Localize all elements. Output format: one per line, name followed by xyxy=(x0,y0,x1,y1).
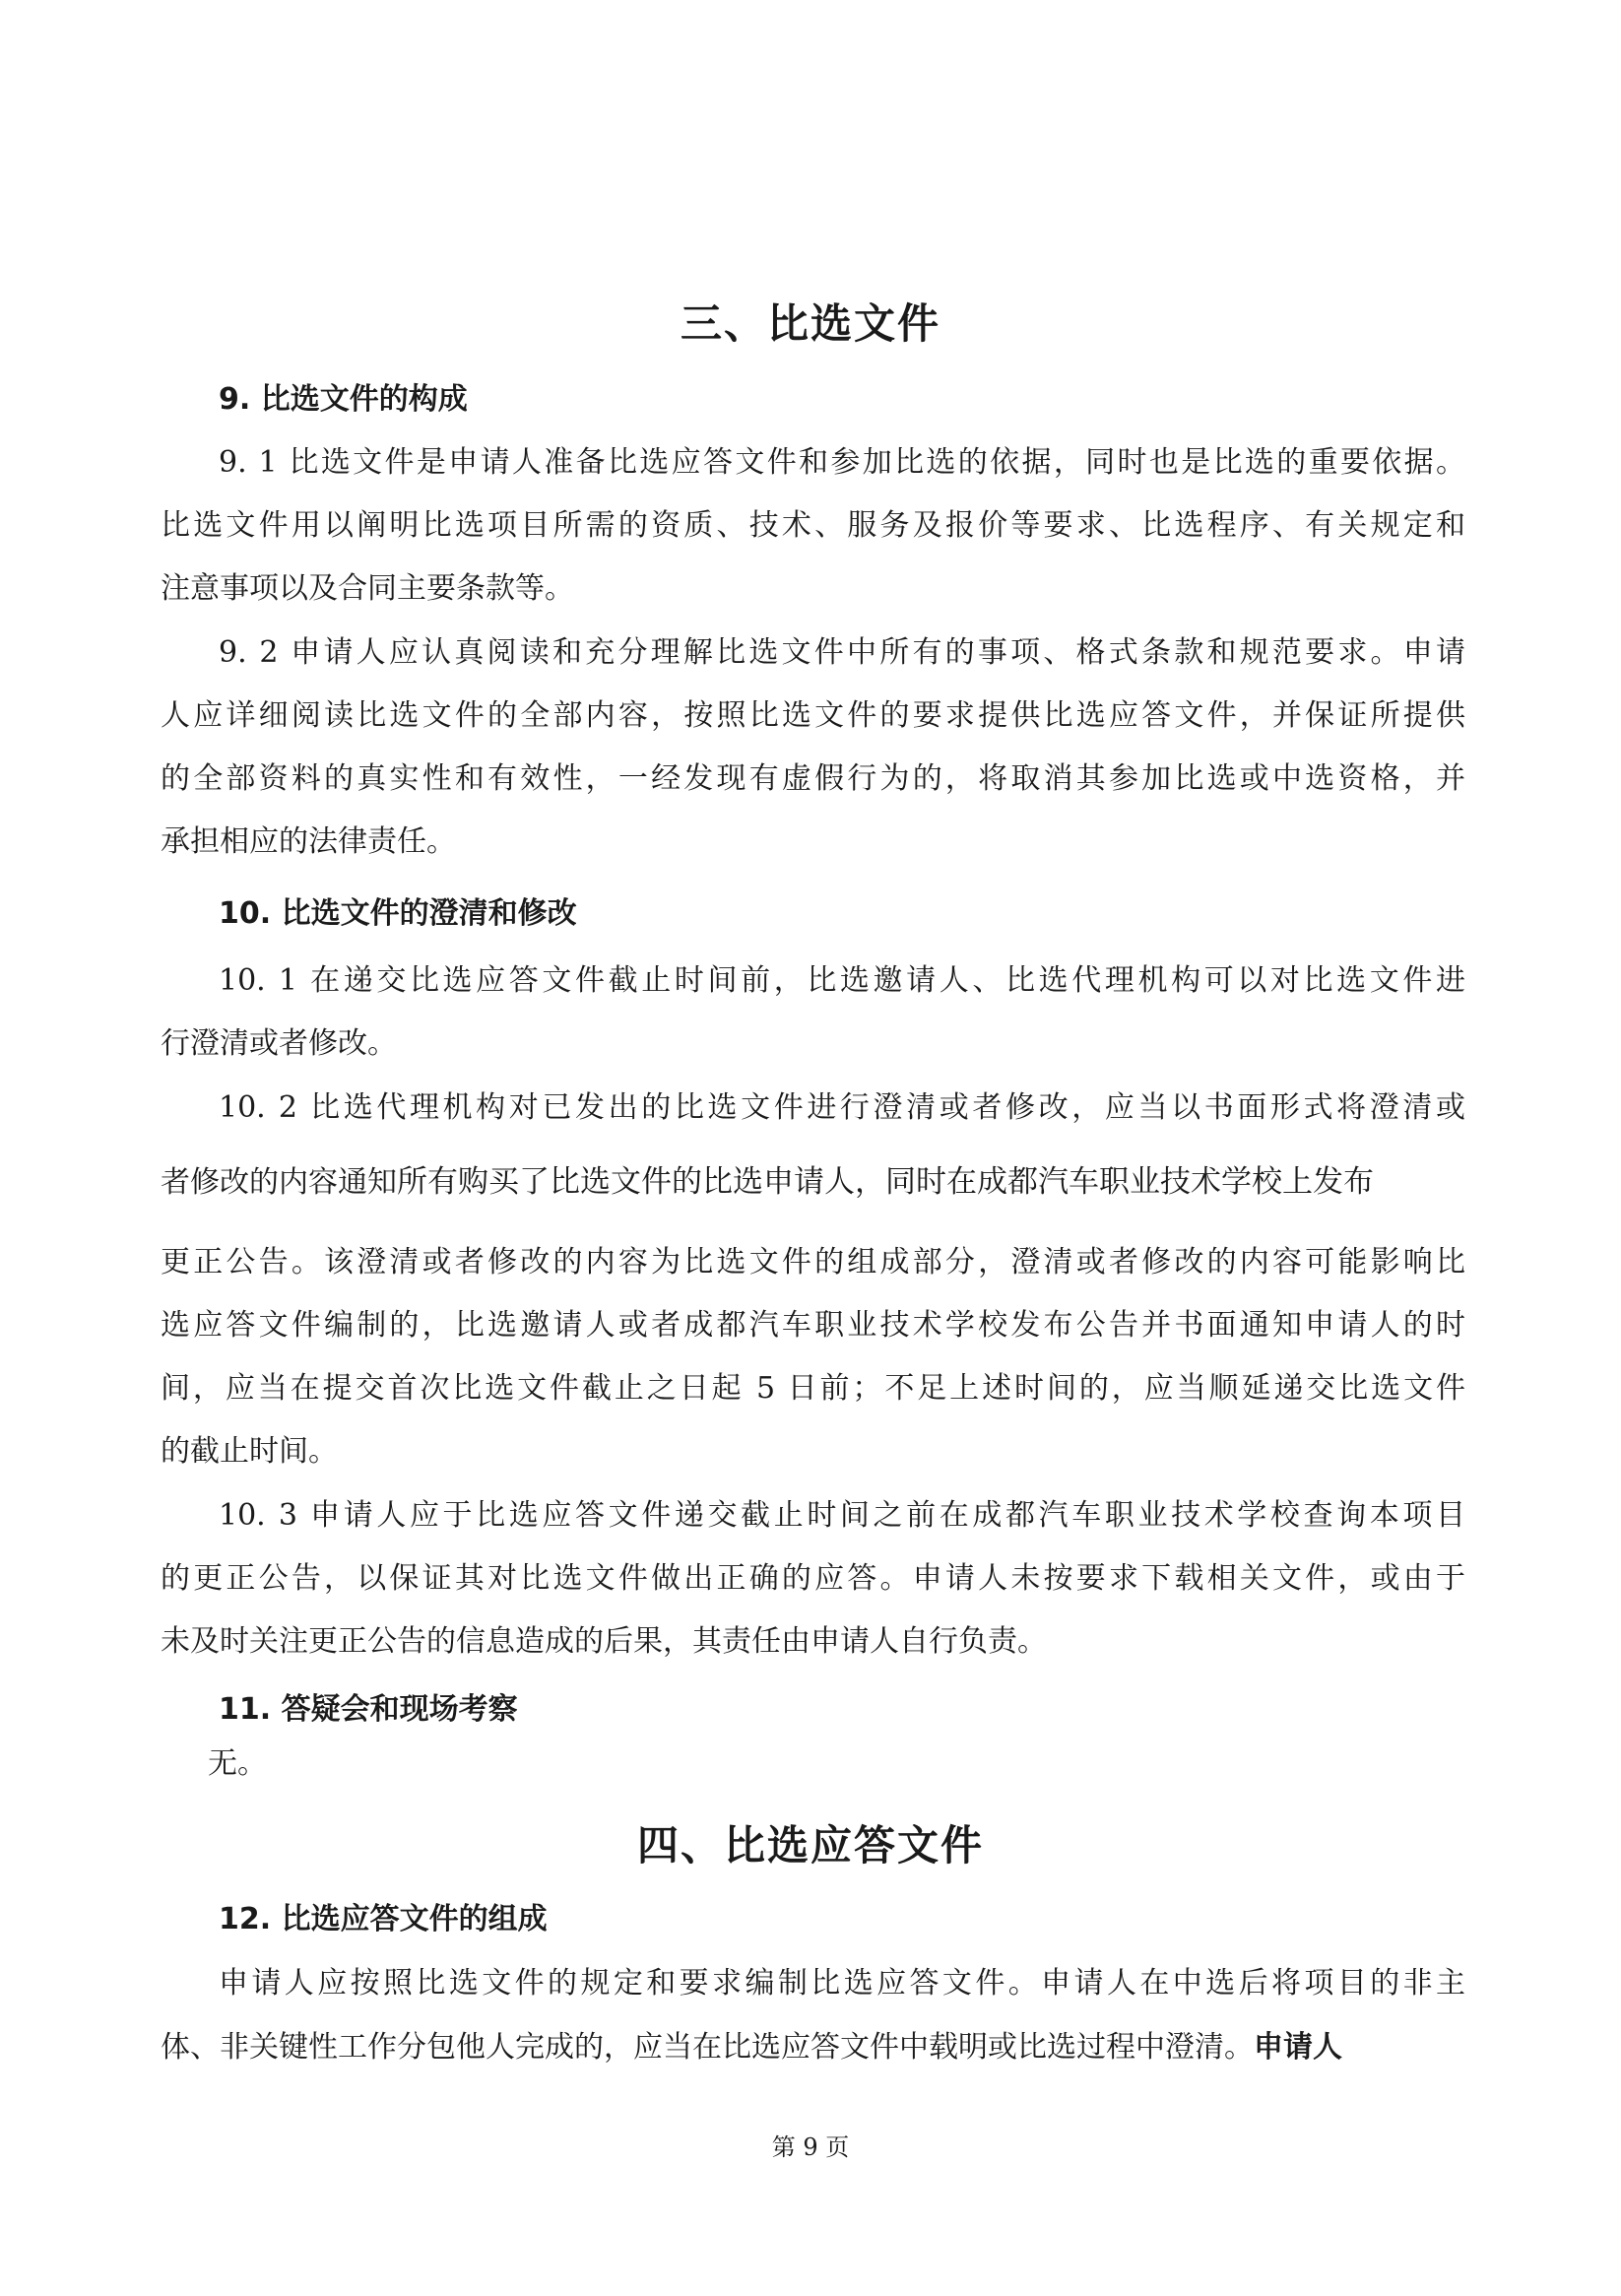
text-line-mixed xyxy=(161,1160,1465,1205)
page-number: 第 9 页 xyxy=(771,2133,850,2161)
text-line: 申请人应按照比选文件的规定和要求编制比选应答文件。申请人在中选后将项目的非主 xyxy=(219,1966,1465,2001)
text-line: 间，应当在提交首次比选文件截止之日起 5 日前；不足上述时间的，应当顺延递交比选文件 xyxy=(161,1371,1465,1406)
section-title-3: 三、比选文件 xyxy=(680,299,940,348)
heading-11: 11. 答疑会和现场考察 xyxy=(219,1692,518,1727)
heading-10: 10. 比选文件的澄清和修改 xyxy=(219,896,577,931)
text-line: 更正公告。该澄清或者修改的内容为比选文件的组成部分，澄清或者修改的内容可能影响比 xyxy=(161,1245,1465,1279)
text-line: 10. 1 在递交比选应答文件截止时间前，比选邀请人、比选代理机构可以对比选文件进 xyxy=(219,963,1465,998)
paragraph-11: 无。 xyxy=(208,1746,267,1781)
text-line: 未及时关注更正公告的信息造成的后果，其责任由申请人自行负责。 xyxy=(161,1624,1047,1659)
section-title-4: 四、比选应答文件 xyxy=(636,1821,984,1870)
heading-9: 9. 比选文件的构成 xyxy=(219,382,468,417)
text-run-bold: 申请人 xyxy=(1254,2030,1342,2065)
text-line: 人应详细阅读比选文件的全部内容，按照比选文件的要求提供比选应答文件，并保证所提供 xyxy=(161,698,1465,733)
text-line: 承担相应的法律责任。 xyxy=(161,824,456,859)
text-line: 9. 1 比选文件是申请人准备比选应答文件和参加比选的依据，同时也是比选的重要依据。 xyxy=(219,445,1465,480)
text-line: 注意事项以及合同主要条款等。 xyxy=(161,571,574,606)
text-line: 行澄清或者修改。 xyxy=(161,1026,397,1061)
text-line-mixed xyxy=(161,2026,1465,2069)
text-line: 比选文件用以阐明比选项目所需的资质、技术、服务及报价等要求、比选程序、有关规定和 xyxy=(161,508,1465,543)
text-line: 的截止时间。 xyxy=(161,1434,338,1469)
text-run-highlight: 所有购买了比选文件的比选申请人，同时在成都汽车职业技术学校上发布 xyxy=(397,1164,1374,1200)
text-run: 体、非关键性工作分包他人完成的，应当在比选应答文件中载明或比选过程中澄清。 xyxy=(161,2030,1254,2065)
text-line: 9. 2 申请人应认真阅读和充分理解比选文件中所有的事项、格式条款和规范要求。申请 xyxy=(219,635,1465,670)
text-line: 10. 3 申请人应于比选应答文件递交截止时间之前在成都汽车职业技术学校查询本项目 xyxy=(219,1498,1465,1533)
text-line: 的更正公告，以保证其对比选文件做出正确的应答。申请人未按要求下载相关文件，或由于 xyxy=(161,1561,1465,1596)
text-line: 的全部资料的真实性和有效性，一经发现有虚假行为的，将取消其参加比选或中选资格，并 xyxy=(161,761,1465,796)
text-line: 选应答文件编制的，比选邀请人或者成都汽车职业技术学校发布公告并书面通知申请人的时 xyxy=(161,1308,1465,1343)
heading-12: 12. 比选应答文件的组成 xyxy=(219,1902,548,1936)
text-run: 者修改的内容通知 xyxy=(161,1165,397,1200)
text-line: 10. 2 比选代理机构对已发出的比选文件进行澄清或者修改，应当以书面形式将澄清或 xyxy=(219,1090,1465,1125)
